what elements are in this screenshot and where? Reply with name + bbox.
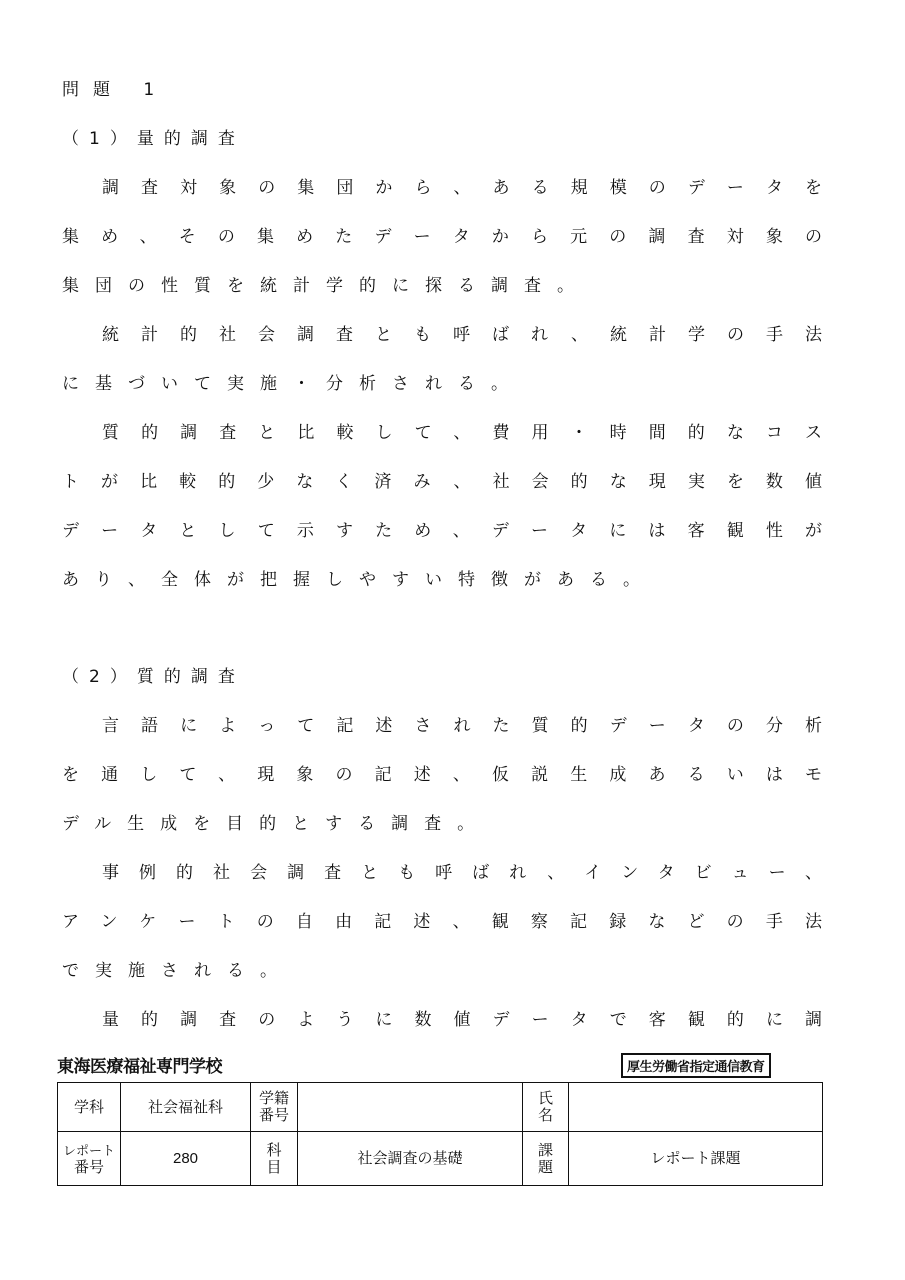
school-name: 東海医療福祉専門学校 [57, 1057, 222, 1077]
department-value: 社会福祉科 [121, 1083, 251, 1132]
report-number-label [58, 1132, 121, 1186]
department-label: 学科 [58, 1083, 121, 1132]
subject-value: 社会調査の基礎 [298, 1132, 523, 1186]
body-line: 質的調査と比較して、費用・時間的なコス [102, 423, 822, 443]
body-line: で実施される。 [62, 961, 293, 981]
name-label-line2: 名 [537, 1107, 553, 1124]
subject-label [251, 1132, 298, 1186]
body-line: 調査対象の集団から、ある規模のデータを [102, 178, 822, 198]
question-title: 問題 1 [62, 80, 169, 100]
section-2-heading: （2）質的調査 [62, 667, 245, 687]
name-field[interactable] [569, 1083, 823, 1132]
body-line: データとして示すため、データには客観性が [62, 521, 822, 541]
student-id-field[interactable] [298, 1083, 523, 1132]
body-line: 事例的社会調査とも呼ばれ、インタビュー、 [102, 863, 822, 883]
student-id-label [251, 1083, 298, 1132]
name-label-line1: 氏 [537, 1090, 553, 1107]
report-info-table [57, 1082, 823, 1186]
body-line: 集団の性質を統計学的に探る調査。 [62, 276, 590, 296]
name-label [523, 1083, 569, 1132]
section-1-heading: （1）量的調査 [62, 129, 245, 149]
report-number-label-line1: レポート [62, 1142, 115, 1158]
body-line: あり、全体が把握しやすい特徴がある。 [62, 570, 656, 590]
body-line: に基づいて実施・分析される。 [62, 374, 524, 394]
task-label-line1: 課 [537, 1141, 553, 1159]
body-line: 統計的社会調査とも呼ばれ、統計学の手法 [102, 325, 822, 345]
student-id-label-line2: 番号 [258, 1107, 289, 1124]
body-line: アンケートの自由記述、観察記録などの手法 [62, 912, 822, 932]
task-value: レポート課題 [569, 1132, 823, 1186]
task-label-line2: 題 [537, 1158, 553, 1176]
subject-label-line1: 科 [266, 1141, 282, 1159]
task-label [523, 1132, 569, 1186]
report-number-label-line2: 番号 [73, 1158, 104, 1176]
body-line: 集め、その集めたデータから元の調査対象の [62, 227, 822, 247]
student-id-label-line1: 学籍 [258, 1090, 289, 1107]
body-line: 言語によって記述された質的データの分析 [102, 716, 822, 736]
body-line: を通して、現象の記述、仮説生成あるいはモ [62, 765, 822, 785]
subject-label-line2: 目 [266, 1158, 282, 1176]
body-line: デル生成を目的とする調査。 [62, 814, 491, 834]
body-line: 量的調査のように数値データで客観的に調 [102, 1010, 822, 1030]
body-line: トが比較的少なく済み、社会的な現実を数値 [62, 472, 822, 492]
report-number-value: 280 [121, 1132, 251, 1186]
certification-badge: 厚生労働省指定通信教育 [621, 1053, 771, 1078]
